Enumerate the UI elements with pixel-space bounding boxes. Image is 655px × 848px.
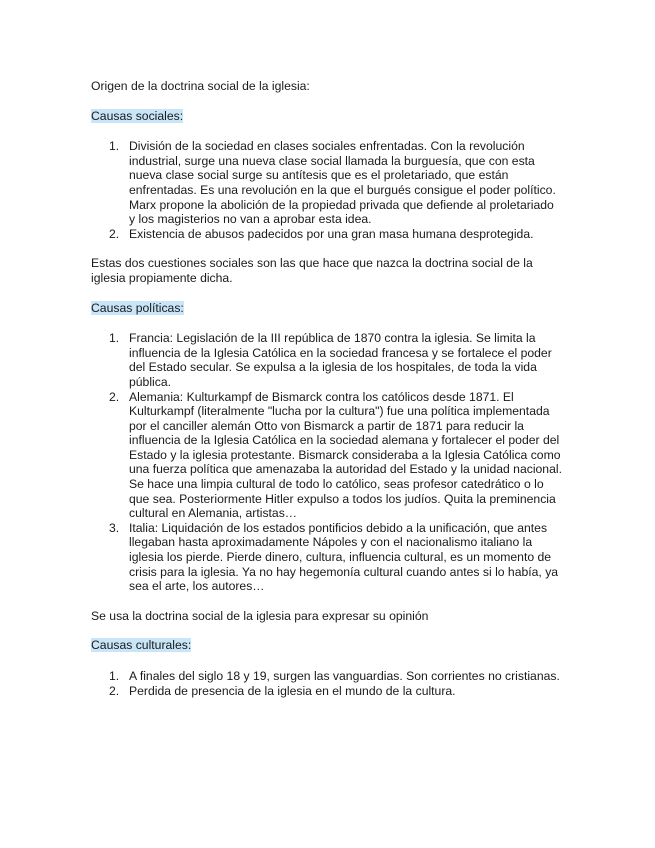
list-item [91, 227, 563, 242]
list-item-number: 1. [109, 139, 120, 154]
list-item [91, 139, 563, 227]
document-page [91, 79, 563, 698]
social-conclusion-paragraph: Estas dos cuestiones sociales son las que hace que nazca la doctrina social de la iglesia propiamente dicha. [91, 256, 533, 285]
list-item-number: 2. [109, 389, 120, 404]
list-item [91, 390, 563, 521]
cultural-causes-list [91, 669, 563, 698]
list-item-text: Existencia de abusos padecidos por una gran masa humana desprotegida. [129, 226, 534, 241]
list-item [91, 331, 563, 389]
highlight-social-causes: Causas sociales: [91, 108, 184, 123]
list-item-text: A finales del siglo 18 y 19, surgen las vanguardias. Son corrientes no cristianas. [129, 669, 560, 683]
list-item [91, 684, 563, 699]
list-item-number: 1. [109, 331, 120, 346]
document-title: Origen de la doctrina social de la iglesia: [91, 79, 310, 93]
list-item-number: 2. [109, 683, 120, 698]
social-causes-list [91, 139, 563, 241]
list-item-number: 1. [109, 669, 120, 683]
political-causes-list [91, 331, 563, 594]
list-item [91, 521, 563, 594]
list-item-text: División de la sociedad en clases sociales enfrentadas. Con la revolución industrial, surge una nueva clase social llamada la burguesía, que con esta nueva clase social surge su antítesis que es el proletariado, que están enfrentadas. Es una revolución en la que el burgués consigue el poder político. Marx propone la abolición de la propiedad privada que defiende al proletariado y los magisterios no van a aprobar esta idea. [129, 139, 556, 227]
list-item-text: Francia: Legislación de la III república de 1870 contra la iglesia. Se limita la influencia de la Iglesia Católica en la sociedad francesa y se fortalece el poder del Estado secular. Se expulsa a la iglesia de los hospitales, de toda la vida pública. [129, 331, 552, 389]
heading-political-causes [91, 301, 563, 316]
list-item [91, 669, 563, 684]
list-item-text: Alemania: Kulturkampf de Bismarck contra los católicos desde 1871. El Kulturkampf (literalmente "lucha por la cultura") fue una política implementada por el canciller alemán Otto von Bismarck a partir de 1871 para reducir la influencia de la Iglesia Católica en la sociedad alemana y fortalecer el poder del Estado y la iglesia protestante. Bismarck consideraba a la Iglesia Católica como una fuerza política que amenazaba la autoridad del Estado y la unidad nacional. Se hace una limpia cultural de todo lo católico, seas profesor catedrático o lo que sea. Posteriormente Hitler expulso a todos los judíos. Quita la preminencia cultural en Alemania, artistas… [129, 389, 562, 521]
list-item-number: 3. [109, 520, 120, 535]
list-item-number: 2. [109, 226, 120, 241]
heading-social-causes [91, 109, 563, 124]
highlight-political-causes: Causas políticas: [91, 300, 184, 315]
heading-cultural-causes [91, 638, 563, 653]
list-item-text: Perdida de presencia de la iglesia en el mundo de la cultura. [129, 683, 456, 698]
political-conclusion-paragraph: Se usa la doctrina social de la iglesia para expresar su opinión [91, 608, 429, 623]
list-item-text: Italia: Liquidación de los estados pontificios debido a la unificación, que antes llegaban hasta aproximadamente Nápoles y con el nacionalismo italiano la iglesia los pierde. Pierde dinero, cultura, influencia cultural, es un momento de crisis para la iglesia. Ya no hay hegemonía cultural cuando antes si lo había, ya sea el arte, los autores… [129, 520, 559, 594]
highlight-cultural-causes: Causas culturales: [91, 638, 192, 653]
